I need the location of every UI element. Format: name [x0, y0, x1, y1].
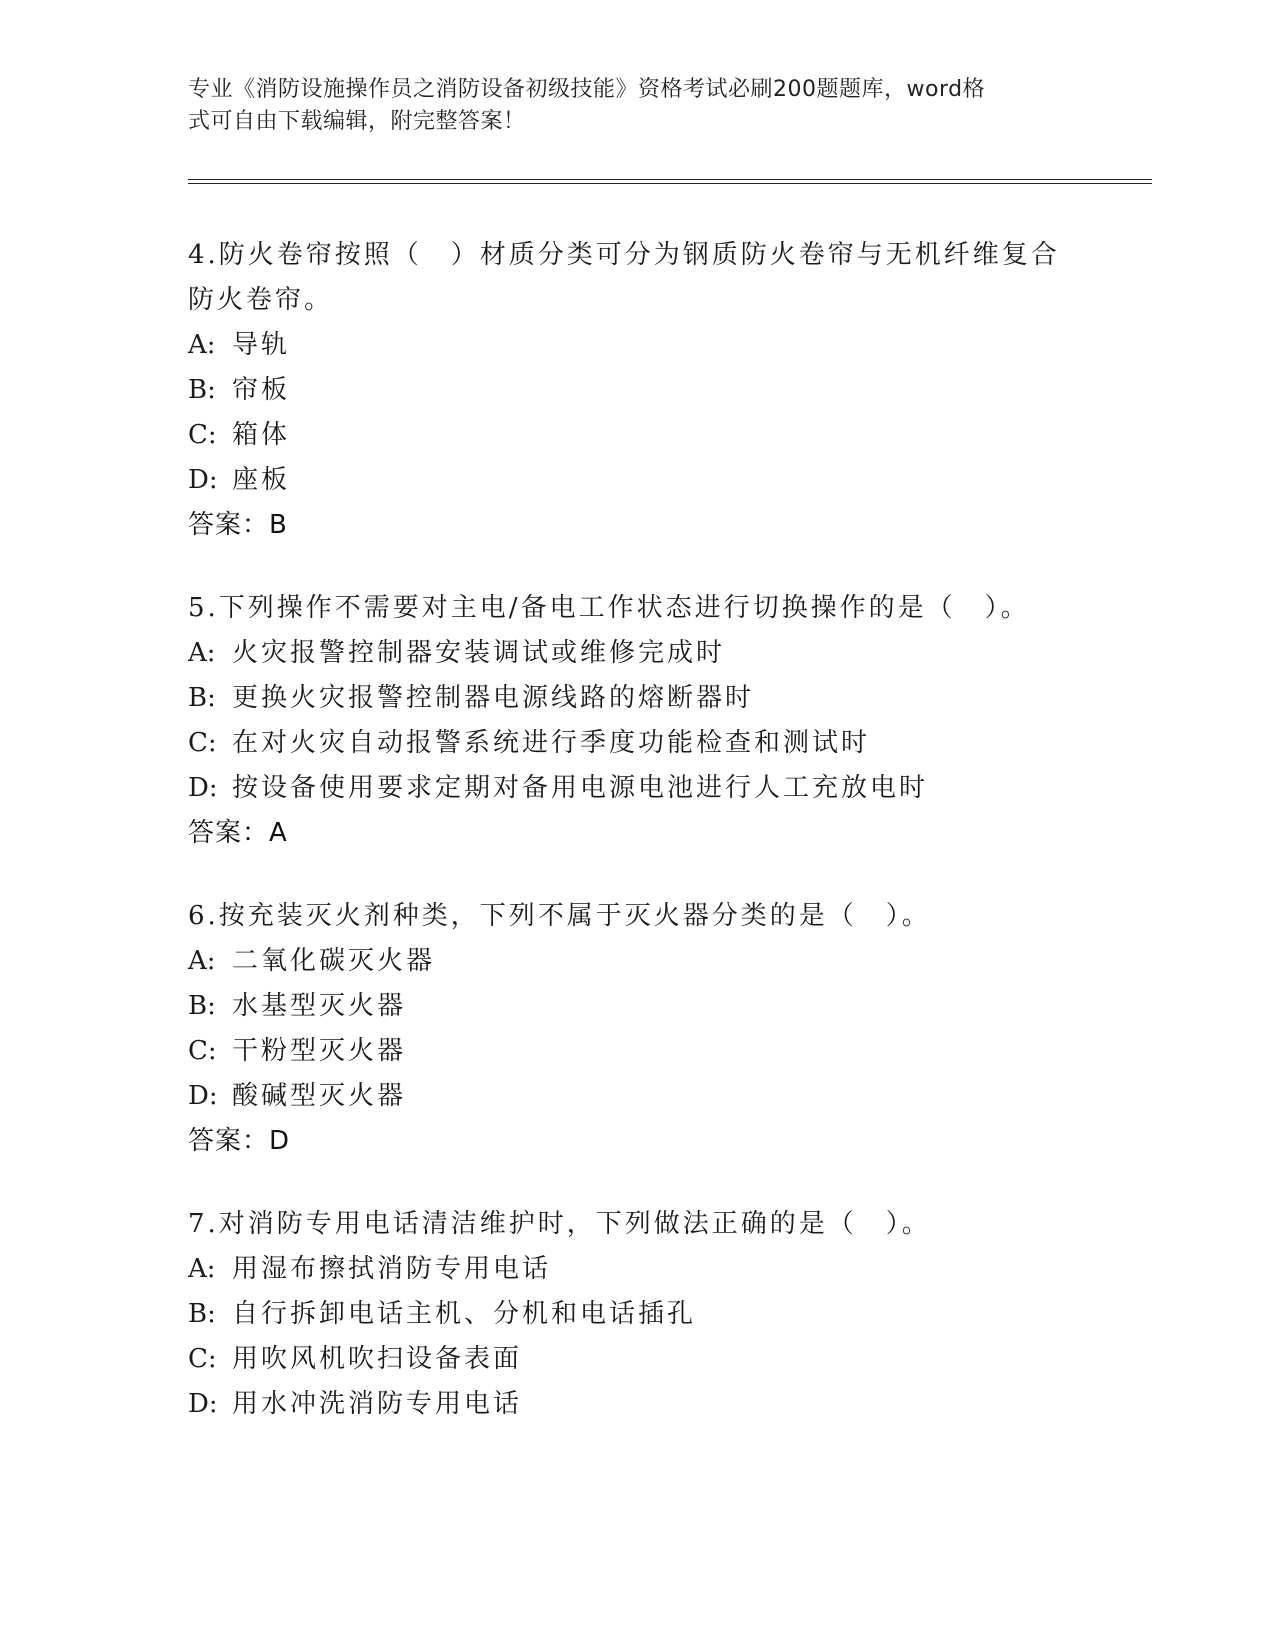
option-key: C:	[188, 1036, 217, 1066]
option-text: 二氧化碳灭火器	[232, 946, 436, 976]
header-divider-bottom	[188, 183, 1152, 184]
option-key: D:	[188, 1081, 218, 1111]
option-text: 按设备使用要求定期对备用电源电池进行人工充放电时	[232, 773, 929, 803]
option-b	[188, 368, 1088, 413]
question-list	[188, 233, 1088, 1465]
option-text: 水基型灭火器	[232, 991, 407, 1021]
option-text: 酸碱型灭火器	[232, 1081, 407, 1111]
option-b	[188, 984, 1088, 1029]
question-7	[188, 1202, 1088, 1427]
header-line-1: 专业《消防设施操作员之消防设备初级技能》资格考试必刷200题题库，word格	[188, 77, 986, 102]
option-text: 座板	[232, 465, 291, 495]
option-key: D:	[188, 1389, 218, 1419]
option-text: 箱体	[232, 420, 291, 450]
option-text: 导轨	[232, 330, 291, 360]
option-key: A:	[188, 1254, 216, 1284]
question-stem: 7.对消防专用电话清洁维护时，下列做法正确的是（ ）。	[188, 1209, 931, 1239]
option-text: 帘板	[232, 375, 291, 405]
option-text: 干粉型灭火器	[232, 1036, 407, 1066]
option-c	[188, 413, 1088, 458]
option-key: B:	[188, 683, 216, 713]
option-key: A:	[188, 330, 216, 360]
option-key: C:	[188, 1344, 217, 1374]
answer-label: 答案：D	[188, 1126, 291, 1156]
option-a	[188, 323, 1088, 368]
option-c	[188, 1029, 1088, 1074]
option-text: 更换火灾报警控制器电源线路的熔断器时	[232, 683, 755, 713]
option-key: B:	[188, 375, 216, 405]
question-6	[188, 894, 1088, 1164]
answer-label: 答案：B	[188, 510, 288, 540]
answer-label: 答案：A	[188, 818, 288, 848]
question-stem: 5.下列操作不需要对主电/备电工作状态进行切换操作的是（ ）。	[188, 593, 1030, 623]
option-text: 用吹风机吹扫设备表面	[232, 1344, 523, 1374]
option-key: B:	[188, 1299, 216, 1329]
option-b	[188, 1292, 1088, 1337]
option-text: 用水冲洗消防专用电话	[232, 1389, 523, 1419]
document-header	[188, 74, 1068, 138]
option-text: 自行拆卸电话主机、分机和电话插孔	[232, 1299, 697, 1329]
option-key: D:	[188, 773, 218, 803]
option-text: 火灾报警控制器安装调试或维修完成时	[232, 638, 726, 668]
option-key: D:	[188, 465, 218, 495]
option-c	[188, 1337, 1088, 1382]
option-d	[188, 1382, 1088, 1427]
option-text: 在对火灾自动报警系统进行季度功能检查和测试时	[232, 728, 871, 758]
option-a	[188, 939, 1088, 984]
option-key: C:	[188, 728, 217, 758]
question-stem: 4.防火卷帘按照（ ）材质分类可分为钢质防火卷帘与无机纤维复合防火卷帘。	[188, 240, 1060, 315]
option-text: 用湿布擦拭消防专用电话	[232, 1254, 552, 1284]
option-key: A:	[188, 638, 216, 668]
option-key: A:	[188, 946, 216, 976]
option-key: C:	[188, 420, 217, 450]
option-a	[188, 1247, 1088, 1292]
option-d	[188, 766, 1088, 811]
question-4	[188, 233, 1088, 548]
option-b	[188, 676, 1088, 721]
option-key: B:	[188, 991, 216, 1021]
header-line-2: 式可自由下载编辑，附完整答案！	[188, 109, 526, 134]
header-divider-top	[188, 179, 1152, 180]
option-c	[188, 721, 1088, 766]
question-stem: 6.按充装灭火剂种类，下列不属于灭火器分类的是（ ）。	[188, 901, 931, 931]
question-5	[188, 586, 1088, 856]
option-d	[188, 458, 1088, 503]
option-d	[188, 1074, 1088, 1119]
option-a	[188, 631, 1088, 676]
